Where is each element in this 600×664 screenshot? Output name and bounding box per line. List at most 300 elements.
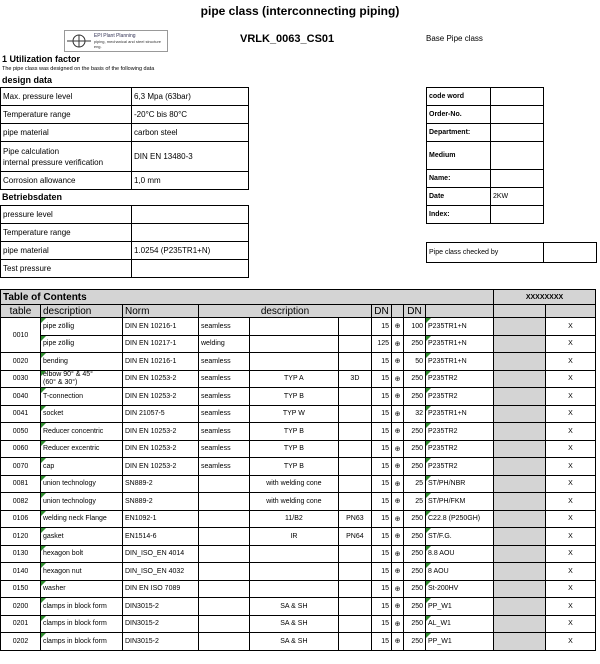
toc-cell-spec2 — [338, 388, 371, 406]
toc-row — [1, 318, 596, 336]
toc-row — [1, 458, 596, 476]
design-row — [1, 142, 249, 172]
toc-cell-norm: EN1092-1 — [123, 510, 199, 528]
toc-cell-material: P235TR1+N — [426, 318, 494, 336]
toc-cell-material: P235TR2 — [426, 370, 494, 388]
design-label: Max. pressure level — [1, 88, 132, 106]
toc-cell-blank — [494, 335, 546, 353]
admin-value — [491, 170, 544, 188]
betrieb-value — [132, 260, 249, 278]
betrieb-label: Test pressure — [1, 260, 132, 278]
betrieb-row — [1, 242, 249, 260]
betrieb-value: 1.0254 (P235TR1+N) — [132, 242, 249, 260]
toc-cell-spec: with welding cone — [249, 475, 338, 493]
toc-cell-dn-to: 100 — [404, 318, 426, 336]
admin-row — [427, 206, 544, 224]
toc-cell-norm: EN1514-6 — [123, 528, 199, 546]
toc-cell-x: X — [546, 510, 596, 528]
toc-col-table: table — [1, 305, 41, 318]
design-value: carbon steel — [132, 124, 249, 142]
toc-cell-dn-from: 15 — [372, 353, 392, 371]
toc-cell-dn-from: 15 — [372, 580, 392, 598]
toc-cell-type: seamless — [199, 440, 250, 458]
toc-cell-type: welding — [199, 335, 250, 353]
toc-cell-material: P235TR1+N — [426, 335, 494, 353]
toc-row — [1, 423, 596, 441]
toc-cell-table: 0140 — [1, 563, 41, 581]
toc-cell-blank — [494, 318, 546, 336]
toc-cell-x: X — [546, 598, 596, 616]
toc-cell-spec — [249, 563, 338, 581]
toc-col-description: description — [41, 305, 123, 318]
toc-cell-dn-to: 250 — [404, 563, 426, 581]
toc-row — [1, 388, 596, 406]
toc-cell-dn-from: 15 — [372, 370, 392, 388]
toc-cell-description: clamps in block form — [41, 615, 123, 633]
diameter-icon: ⊕ — [392, 353, 404, 371]
toc-cell-x: X — [546, 405, 596, 423]
betriebsdaten-table — [0, 205, 249, 278]
toc-cell-spec: TYP B — [249, 458, 338, 476]
toc-cell-norm: DIN3015-2 — [123, 598, 199, 616]
toc-cell-norm: DIN_ISO_EN 4014 — [123, 545, 199, 563]
toc-cell-description: Reducer concentric — [41, 423, 123, 441]
toc-cell-blank — [494, 563, 546, 581]
toc-cell-description: welding neck Flange — [41, 510, 123, 528]
toc-cell-dn-to: 32 — [404, 405, 426, 423]
toc-cell-type — [199, 580, 250, 598]
toc-cell-description: union technology — [41, 475, 123, 493]
toc-cell-description: pipe zöllig — [41, 335, 123, 353]
toc-cell-type: seamless — [199, 388, 250, 406]
toc-cell-dn-from: 15 — [372, 598, 392, 616]
toc-cell-type: seamless — [199, 458, 250, 476]
diameter-icon: ⊕ — [392, 598, 404, 616]
betrieb-row — [1, 260, 249, 278]
admin-row — [427, 170, 544, 188]
admin-value: 2KW — [491, 188, 544, 206]
toc-cell-norm: DIN EN 10253-2 — [123, 370, 199, 388]
toc-cell-spec2 — [338, 598, 371, 616]
toc-cell-spec2 — [338, 353, 371, 371]
toc-cell-norm: DIN EN 10217-1 — [123, 335, 199, 353]
toc-cell-table: 0050 — [1, 423, 41, 441]
toc-cell-blank — [494, 580, 546, 598]
toc-cell-spec: SA & SH — [249, 615, 338, 633]
toc-cell-spec — [249, 353, 338, 371]
toc-cell-material: 8.8 AOU — [426, 545, 494, 563]
toc-marker: XXXXXXXX — [494, 290, 596, 305]
toc-cell-x: X — [546, 633, 596, 651]
toc-cell-spec: TYP A — [249, 370, 338, 388]
admin-label: code word — [427, 88, 491, 106]
toc-cell-blank — [494, 370, 546, 388]
toc-cell-material: PP_W1 — [426, 633, 494, 651]
toc-cell-dn-to: 250 — [404, 615, 426, 633]
toc-row — [1, 580, 596, 598]
toc-cell-spec2 — [338, 440, 371, 458]
toc-cell-dn-to: 250 — [404, 423, 426, 441]
toc-row — [1, 493, 596, 511]
admin-label: Date — [427, 188, 491, 206]
toc-cell-blank — [494, 475, 546, 493]
table-of-contents — [0, 289, 596, 651]
toc-cell-norm: DIN_ISO_EN 4032 — [123, 563, 199, 581]
base-pipe-class: Base Pipe class — [426, 34, 483, 43]
toc-cell-spec2 — [338, 405, 371, 423]
diameter-icon: ⊕ — [392, 318, 404, 336]
toc-cell-type — [199, 545, 250, 563]
utilization-note: The pipe class was designed on the basis of the following data — [2, 66, 155, 72]
toc-cell-material: St-200HV — [426, 580, 494, 598]
design-label: Corrosion allowance — [1, 172, 132, 190]
admin-value — [491, 106, 544, 124]
toc-cell-material: P235TR2 — [426, 458, 494, 476]
toc-cell-dn-from: 125 — [372, 335, 392, 353]
admin-label: Department: — [427, 124, 491, 142]
toc-row — [1, 370, 596, 388]
toc-cell-spec: TYP W — [249, 405, 338, 423]
toc-cell-description: T-connection — [41, 388, 123, 406]
checked-by-value — [544, 243, 597, 263]
admin-label: Medium — [427, 142, 491, 170]
design-value: -20°C bis 80°C — [132, 106, 249, 124]
toc-cell-type — [199, 633, 250, 651]
toc-cell-dn-to: 250 — [404, 510, 426, 528]
toc-cell-dn-from: 15 — [372, 318, 392, 336]
diameter-icon: ⊕ — [392, 370, 404, 388]
toc-cell-material: P235TR1+N — [426, 353, 494, 371]
toc-cell-dn-to: 250 — [404, 370, 426, 388]
design-row — [1, 88, 249, 106]
design-label: pipe material — [1, 124, 132, 142]
design-row — [1, 172, 249, 190]
toc-cell-material: PP_W1 — [426, 598, 494, 616]
toc-cell-x: X — [546, 528, 596, 546]
diameter-icon: ⊕ — [392, 475, 404, 493]
checked-by-table — [426, 242, 597, 263]
diameter-icon: ⊕ — [392, 510, 404, 528]
betrieb-row — [1, 206, 249, 224]
toc-cell-dn-from: 15 — [372, 563, 392, 581]
toc-row — [1, 405, 596, 423]
toc-col-norm: Norm — [123, 305, 199, 318]
admin-row — [427, 142, 544, 170]
toc-cell-blank — [494, 510, 546, 528]
toc-cell-dn-to: 250 — [404, 580, 426, 598]
toc-cell-material: P235TR2 — [426, 423, 494, 441]
toc-cell-table: 0060 — [1, 440, 41, 458]
toc-cell-norm: DIN EN 10253-2 — [123, 423, 199, 441]
toc-cell-spec: SA & SH — [249, 598, 338, 616]
toc-cell-spec2 — [338, 633, 371, 651]
toc-title: Table of Contents — [1, 290, 494, 305]
toc-cell-blank — [494, 388, 546, 406]
toc-cell-dn-from: 15 — [372, 545, 392, 563]
toc-cell-table: 0041 — [1, 405, 41, 423]
toc-cell-table: 0070 — [1, 458, 41, 476]
toc-row — [1, 615, 596, 633]
toc-cell-spec2 — [338, 545, 371, 563]
toc-row — [1, 545, 596, 563]
toc-cell-table: 0081 — [1, 475, 41, 493]
diameter-icon: ⊕ — [392, 580, 404, 598]
toc-cell-dn-to: 25 — [404, 475, 426, 493]
toc-cell-type: seamless — [199, 353, 250, 371]
toc-cell-table: 0040 — [1, 388, 41, 406]
toc-cell-description: hexagon bolt — [41, 545, 123, 563]
toc-cell-blank — [494, 615, 546, 633]
toc-cell-spec: TYP B — [249, 440, 338, 458]
toc-cell-norm: DIN EN 10216-1 — [123, 353, 199, 371]
logo-icon — [65, 31, 94, 51]
toc-cell-spec: SA & SH — [249, 633, 338, 651]
toc-cell-description: bending — [41, 353, 123, 371]
toc-cell-description: union technology — [41, 493, 123, 511]
toc-cell-description: cap — [41, 458, 123, 476]
toc-cell-material: ST/PH/NBR — [426, 475, 494, 493]
toc-row — [1, 528, 596, 546]
toc-cell-description: pipe zöllig — [41, 318, 123, 336]
toc-cell-x: X — [546, 440, 596, 458]
toc-cell-norm: DIN EN ISO 7089 — [123, 580, 199, 598]
toc-cell-blank — [494, 405, 546, 423]
toc-cell-dn-to: 50 — [404, 353, 426, 371]
toc-row — [1, 633, 596, 651]
design-row — [1, 106, 249, 124]
toc-cell-spec2 — [338, 335, 371, 353]
diameter-icon: ⊕ — [392, 388, 404, 406]
toc-cell-spec — [249, 318, 338, 336]
toc-cell-norm: SN889-2 — [123, 475, 199, 493]
toc-cell-blank — [494, 353, 546, 371]
toc-cell-dn-to: 250 — [404, 633, 426, 651]
design-data-table — [0, 87, 249, 190]
toc-cell-type — [199, 493, 250, 511]
logo-subtitle: piping, mechanical and steel structure eng. — [93, 38, 162, 49]
toc-cell-dn-from: 15 — [372, 405, 392, 423]
toc-cell-table: 0030 — [1, 370, 41, 388]
pipe-class-code: VRLK_0063_CS01 — [240, 33, 335, 45]
toc-cell-spec2 — [338, 580, 371, 598]
toc-cell-spec: 11/B2 — [249, 510, 338, 528]
toc-cell-blank — [494, 458, 546, 476]
toc-cell-x: X — [546, 458, 596, 476]
toc-row — [1, 440, 596, 458]
toc-cell-dn-to: 250 — [404, 598, 426, 616]
toc-cell-spec2 — [338, 423, 371, 441]
toc-cell-dn-from: 15 — [372, 458, 392, 476]
betrieb-label: pipe material — [1, 242, 132, 260]
toc-cell-table: 0150 — [1, 580, 41, 598]
toc-cell-spec — [249, 545, 338, 563]
toc-cell-dn-to: 25 — [404, 493, 426, 511]
toc-cell-type — [199, 510, 250, 528]
toc-cell-description: gasket — [41, 528, 123, 546]
design-label: Pipe calculation internal pressure verification — [1, 142, 132, 172]
toc-cell-material: P235TR2 — [426, 388, 494, 406]
toc-cell-spec2 — [338, 563, 371, 581]
toc-cell-material: P235TR1+N — [426, 405, 494, 423]
toc-cell-type: seamless — [199, 318, 250, 336]
toc-cell-x: X — [546, 370, 596, 388]
toc-row — [1, 510, 596, 528]
diameter-icon: ⊕ — [392, 615, 404, 633]
admin-table — [426, 87, 544, 224]
toc-cell-type: seamless — [199, 370, 250, 388]
toc-cell-x: X — [546, 563, 596, 581]
toc-cell-description: clamps in block form — [41, 598, 123, 616]
toc-cell-type — [199, 528, 250, 546]
toc-cell-spec: TYP B — [249, 423, 338, 441]
toc-cell-x: X — [546, 493, 596, 511]
toc-cell-blank — [494, 423, 546, 441]
utilization-heading: 1 Utilization factor — [2, 54, 81, 64]
toc-cell-blank — [494, 545, 546, 563]
page-title: pipe class (interconnecting piping) — [200, 4, 400, 18]
toc-col-description2: description — [199, 305, 372, 318]
toc-cell-norm: DIN3015-2 — [123, 633, 199, 651]
toc-cell-dn-from: 15 — [372, 440, 392, 458]
diameter-icon: ⊕ — [392, 528, 404, 546]
design-value: DIN EN 13480-3 — [132, 142, 249, 172]
toc-cell-type — [199, 475, 250, 493]
toc-cell-type: seamless — [199, 405, 250, 423]
toc-cell-type: seamless — [199, 423, 250, 441]
diameter-icon: ⊕ — [392, 458, 404, 476]
toc-cell-table: 0106 — [1, 510, 41, 528]
toc-cell-dn-from: 15 — [372, 528, 392, 546]
toc-cell-material: ST/PH/FKM — [426, 493, 494, 511]
betriebsdaten-heading: Betriebsdaten — [2, 192, 63, 202]
toc-col-dn1: DN — [372, 305, 392, 318]
toc-cell-norm: DIN EN 10216-1 — [123, 318, 199, 336]
design-value: 6,3 Mpa (63bar) — [132, 88, 249, 106]
toc-cell-norm: DIN 21057-5 — [123, 405, 199, 423]
toc-cell-x: X — [546, 318, 596, 336]
toc-cell-description: clamps in block form — [41, 633, 123, 651]
toc-cell-dn-from: 15 — [372, 423, 392, 441]
toc-cell-blank — [494, 440, 546, 458]
toc-cell-table: 0200 — [1, 598, 41, 616]
admin-label: Name: — [427, 170, 491, 188]
toc-row — [1, 598, 596, 616]
toc-cell-dn-from: 15 — [372, 633, 392, 651]
toc-cell-spec2 — [338, 458, 371, 476]
toc-cell-spec: with welding cone — [249, 493, 338, 511]
design-label: Temperature range — [1, 106, 132, 124]
toc-cell-norm: SN889-2 — [123, 493, 199, 511]
toc-cell-spec — [249, 580, 338, 598]
betrieb-value — [132, 224, 249, 242]
toc-cell-x: X — [546, 388, 596, 406]
design-value: 1,0 mm — [132, 172, 249, 190]
logo-title: EPI Plant Planning — [93, 32, 136, 39]
betrieb-row — [1, 224, 249, 242]
admin-label: Order-No. — [427, 106, 491, 124]
betrieb-label: Temperature range — [1, 224, 132, 242]
toc-cell-dn-to: 250 — [404, 528, 426, 546]
toc-cell-blank — [494, 528, 546, 546]
toc-cell-dn-to: 250 — [404, 440, 426, 458]
toc-cell-spec — [249, 335, 338, 353]
toc-cell-dn-to: 250 — [404, 335, 426, 353]
toc-cell-x: X — [546, 353, 596, 371]
admin-value — [491, 206, 544, 224]
toc-cell-spec: IR — [249, 528, 338, 546]
toc-cell-blank — [494, 493, 546, 511]
toc-cell-blank — [494, 633, 546, 651]
toc-row — [1, 563, 596, 581]
admin-row — [427, 124, 544, 142]
toc-cell-type — [199, 615, 250, 633]
toc-cell-description: Reducer excentric — [41, 440, 123, 458]
diameter-icon: ⊕ — [392, 633, 404, 651]
admin-row — [427, 88, 544, 106]
company-logo — [64, 30, 168, 52]
diameter-icon: ⊕ — [392, 335, 404, 353]
admin-row — [427, 188, 544, 206]
admin-label: Index: — [427, 206, 491, 224]
toc-cell-type — [199, 563, 250, 581]
toc-cell-norm: DIN EN 10253-2 — [123, 440, 199, 458]
toc-cell-spec2 — [338, 475, 371, 493]
toc-cell-description: hexagon nut — [41, 563, 123, 581]
diameter-icon: ⊕ — [392, 423, 404, 441]
checked-by-label: Pipe class checked by — [427, 243, 544, 263]
toc-cell-x: X — [546, 580, 596, 598]
toc-cell-dn-to: 250 — [404, 458, 426, 476]
toc-cell-dn-from: 15 — [372, 388, 392, 406]
diameter-icon: ⊕ — [392, 493, 404, 511]
toc-cell-spec2: PN64 — [338, 528, 371, 546]
toc-cell-material: AL_W1 — [426, 615, 494, 633]
toc-cell-x: X — [546, 545, 596, 563]
toc-row — [1, 353, 596, 371]
toc-cell-dn-to: 250 — [404, 388, 426, 406]
toc-cell-table: 0130 — [1, 545, 41, 563]
toc-cell-spec2 — [338, 493, 371, 511]
diameter-icon: ⊕ — [392, 545, 404, 563]
toc-cell-table: 0010 — [1, 318, 41, 353]
diameter-icon: ⊕ — [392, 563, 404, 581]
toc-cell-table: 0202 — [1, 633, 41, 651]
toc-cell-blank — [494, 598, 546, 616]
toc-cell-norm: DIN3015-2 — [123, 615, 199, 633]
toc-cell-description: elbow 90° & 45° (60° & 30°) — [41, 370, 123, 388]
admin-value — [491, 124, 544, 142]
toc-cell-description: socket — [41, 405, 123, 423]
toc-cell-description: washer — [41, 580, 123, 598]
toc-cell-dn-to: 250 — [404, 545, 426, 563]
toc-cell-spec2: PN63 — [338, 510, 371, 528]
toc-cell-spec2 — [338, 318, 371, 336]
toc-cell-norm: DIN EN 10253-2 — [123, 458, 199, 476]
toc-cell-spec2: 3D — [338, 370, 371, 388]
toc-cell-x: X — [546, 335, 596, 353]
toc-cell-material: 8 AOU — [426, 563, 494, 581]
toc-cell-dn-from: 15 — [372, 493, 392, 511]
toc-cell-x: X — [546, 423, 596, 441]
toc-cell-material: ST/F.G. — [426, 528, 494, 546]
toc-row — [1, 335, 596, 353]
toc-row — [1, 475, 596, 493]
toc-cell-x: X — [546, 615, 596, 633]
design-row — [1, 124, 249, 142]
toc-cell-dn-from: 15 — [372, 615, 392, 633]
diameter-icon: ⊕ — [392, 405, 404, 423]
design-data-heading: design data — [2, 75, 53, 85]
